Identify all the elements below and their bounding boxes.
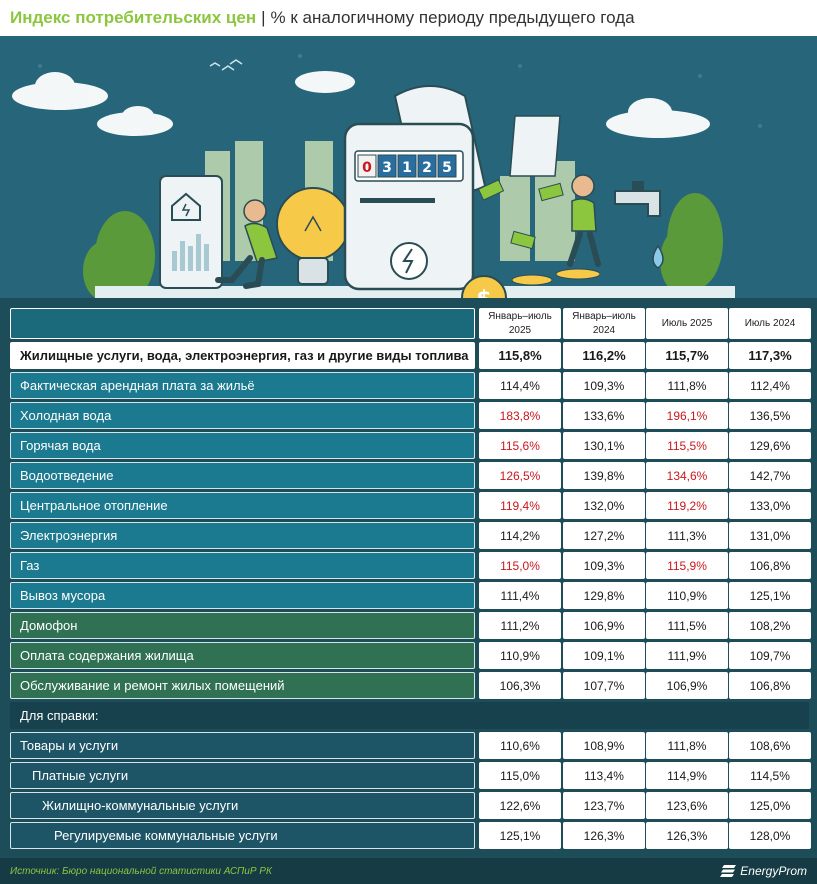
value-cell: 130,1% (563, 432, 645, 459)
faucet-icon (615, 181, 663, 268)
header-blank-cell (10, 308, 475, 339)
lightbulb-icon (277, 188, 349, 284)
meter-digit: 1 (402, 160, 412, 176)
value-cell: 119,4% (479, 492, 561, 519)
row-label: Домофон (10, 612, 475, 639)
value-cell: 106,9% (563, 612, 645, 639)
row-label: Оплата содержания жилища (10, 642, 475, 669)
value-cell: 133,0% (729, 492, 811, 519)
energyprom-logo-icon (722, 865, 736, 877)
tablet-icon (160, 176, 222, 288)
value-cell: 123,7% (563, 792, 645, 819)
source-note: Источник: Бюро национальной статистики АСПиР РК (10, 866, 272, 877)
value-cell: 123,6% (646, 792, 728, 819)
value-cell: 129,6% (729, 432, 811, 459)
value-cell: 106,8% (729, 552, 811, 579)
value-cell: 115,7% (646, 342, 728, 369)
value-cell: 116,2% (563, 342, 645, 369)
value-cell: 131,0% (729, 522, 811, 549)
value-cell: 115,9% (646, 552, 728, 579)
value-cell: 114,5% (729, 762, 811, 789)
value-cell: 112,4% (729, 372, 811, 399)
value-cell: 139,8% (563, 462, 645, 489)
value-cell: 136,5% (729, 402, 811, 429)
birds-icon (210, 60, 242, 70)
column-header: Январь–июль 2025 (479, 308, 561, 339)
person-cheering-icon (570, 175, 598, 264)
title-separator: | (261, 8, 266, 27)
row-label: Фактическая арендная плата за жильё (10, 372, 475, 399)
meter-digit: 0 (362, 160, 372, 176)
value-cell: 125,0% (729, 792, 811, 819)
value-cell: 106,3% (479, 672, 561, 699)
value-cell: 134,6% (646, 462, 728, 489)
value-cell: 115,6% (479, 432, 561, 459)
meter-digit: 3 (382, 160, 392, 176)
value-cell: 111,5% (646, 612, 728, 639)
row-label: Жилищные услуги, вода, электроэнергия, газ и другие виды топлива (10, 342, 475, 369)
value-cell: 142,7% (729, 462, 811, 489)
row-label: Электроэнергия (10, 522, 475, 549)
value-cell: 126,5% (479, 462, 561, 489)
row-label: Газ (10, 552, 475, 579)
value-cell: 110,9% (646, 582, 728, 609)
row-label: Жилищно-коммунальные услуги (10, 792, 475, 819)
value-cell: 115,0% (479, 552, 561, 579)
column-header: Июль 2024 (729, 308, 811, 339)
row-label: Товары и услуги (10, 732, 475, 759)
value-cell: 111,8% (646, 732, 728, 759)
value-cell: 115,8% (479, 342, 561, 369)
value-cell: 109,3% (563, 372, 645, 399)
value-cell: 106,9% (646, 672, 728, 699)
value-cell: 129,8% (563, 582, 645, 609)
value-cell: 183,8% (479, 402, 561, 429)
column-header: Январь–июль 2024 (563, 308, 645, 339)
value-cell: 125,1% (479, 822, 561, 849)
value-cell: 114,2% (479, 522, 561, 549)
value-cell: 122,6% (479, 792, 561, 819)
brand-name: EnergyProm (740, 864, 807, 878)
value-cell: 119,2% (646, 492, 728, 519)
value-cell: 111,3% (646, 522, 728, 549)
illustration-banner (0, 36, 817, 298)
meter-digit: 2 (422, 160, 432, 176)
row-label: Холодная вода (10, 402, 475, 429)
value-cell: 114,4% (479, 372, 561, 399)
value-cell: 110,9% (479, 642, 561, 669)
value-cell: 114,9% (646, 762, 728, 789)
value-cell: 115,5% (646, 432, 728, 459)
value-cell: 128,0% (729, 822, 811, 849)
row-label: Центральное отопление (10, 492, 475, 519)
section-heading: Для справки: (10, 702, 809, 729)
value-cell: 115,0% (479, 762, 561, 789)
page-title: Индекс потребительских цен (10, 8, 257, 27)
row-label: Горячая вода (10, 432, 475, 459)
value-cell: 117,3% (729, 342, 811, 369)
value-cell: 111,9% (646, 642, 728, 669)
value-cell: 132,0% (563, 492, 645, 519)
brand-logo (722, 864, 807, 878)
value-cell: 133,6% (563, 402, 645, 429)
value-cell: 196,1% (646, 402, 728, 429)
header (0, 0, 817, 36)
page-subtitle: % к аналогичному периоду предыдущего года (270, 8, 635, 27)
value-cell: 109,1% (563, 642, 645, 669)
row-label: Вывоз мусора (10, 582, 475, 609)
value-cell: 108,9% (563, 732, 645, 759)
value-cell: 111,2% (479, 612, 561, 639)
value-cell: 108,6% (729, 732, 811, 759)
value-cell: 109,7% (729, 642, 811, 669)
cpi-table (0, 298, 817, 858)
value-cell: 125,1% (729, 582, 811, 609)
value-cell: 109,3% (563, 552, 645, 579)
value-cell: 110,6% (479, 732, 561, 759)
row-label: Регулируемые коммунальные услуги (10, 822, 475, 849)
value-cell: 106,8% (729, 672, 811, 699)
value-cell: 111,8% (646, 372, 728, 399)
value-cell: 111,4% (479, 582, 561, 609)
row-label: Платные услуги (10, 762, 475, 789)
value-cell: 127,2% (563, 522, 645, 549)
value-cell: 108,2% (729, 612, 811, 639)
footer (0, 858, 817, 884)
value-cell: 126,3% (646, 822, 728, 849)
electric-meter-icon (345, 124, 473, 289)
row-label: Обслуживание и ремонт жилых помещений (10, 672, 475, 699)
column-header: Июль 2025 (646, 308, 728, 339)
value-cell: 107,7% (563, 672, 645, 699)
meter-digit: 5 (442, 160, 452, 176)
value-cell: 113,4% (563, 762, 645, 789)
row-label: Водоотведение (10, 462, 475, 489)
utilities-illustration (0, 36, 817, 298)
value-cell: 126,3% (563, 822, 645, 849)
